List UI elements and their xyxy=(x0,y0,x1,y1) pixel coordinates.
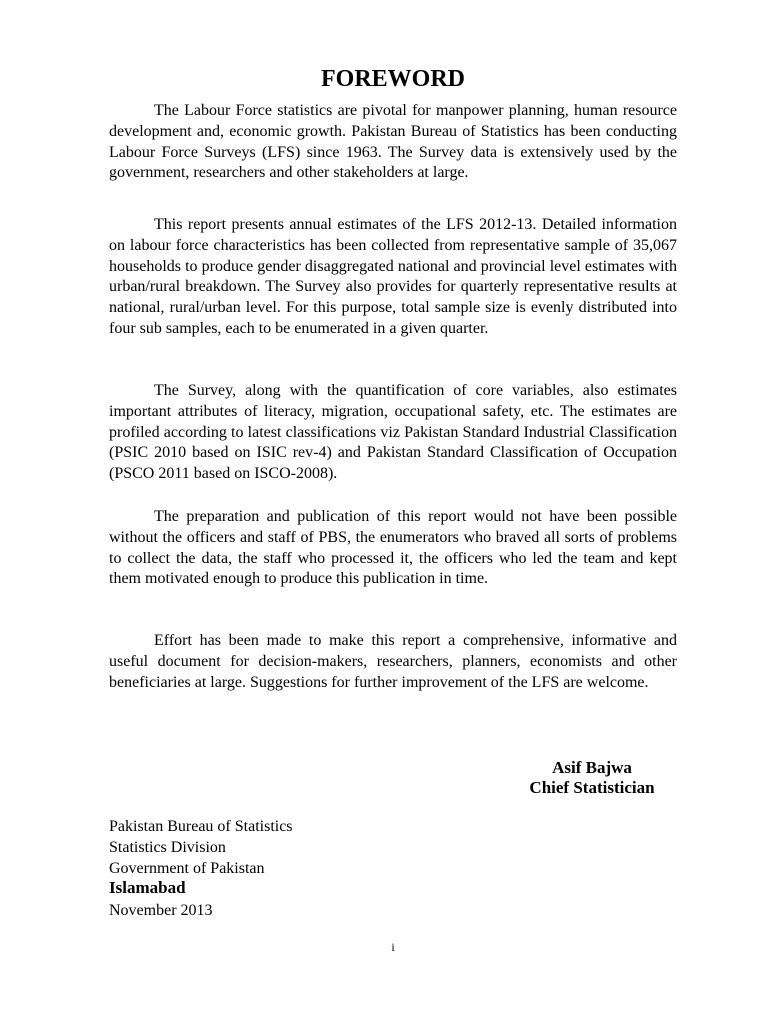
foreword-paragraph-4: The preparation and publication of this report would not have been possible without the officers and staff of PBS, the enumerators who braved all sorts of problems to collect the data, the staff who processed it, the officers who led the team and kept them motivated enough to produce this publication in time. xyxy=(109,508,677,588)
address-division: Statistics Division xyxy=(109,839,226,856)
address-date: November 2013 xyxy=(109,902,213,919)
foreword-paragraph-1: The Labour Force statistics are pivotal for manpower planning, human resource development and, economic growth. Pakistan Bureau of Statistics has been conducting Labour Force Surveys (LFS) since 1963. The Survey data is extensively used by the government, researchers and other stakeholders at large. xyxy=(109,102,677,182)
address-government: Government of Pakistan xyxy=(109,860,265,877)
address-organization: Pakistan Bureau of Statistics xyxy=(109,818,293,835)
page-number: i xyxy=(391,940,395,954)
foreword-paragraph-3: The Survey, along with the quantification of core variables, also estimates important attributes of literacy, migration, occupational safety, etc. The estimates are profiled according to latest classifications viz Pakistan Standard Industrial Classification (PSIC 2010 based on ISIC rev-4) and Pakistan Standard Classification of Occupation (PSCO 2011 based on ISCO-2008). xyxy=(109,382,677,483)
foreword-paragraph-2: This report presents annual estimates of the LFS 2012-13. Detailed information on labour force characteristics has been collected from representative sample of 35,067 households to produce gender disaggregated national and provincial level estimates with urban/rural breakdown. The Survey also provides for quarterly representative results at national, rural/urban level. For this purpose, total sample size is evenly distributed into four sub samples, each to be enumerated in a given quarter. xyxy=(109,216,677,337)
signatory-name: Asif Bajwa xyxy=(552,758,632,777)
foreword-paragraph-5: Effort has been made to make this report a comprehensive, informative and useful document for decision-makers, researchers, planners, economists and other beneficiaries at large. Suggestions for further improvement of the LFS are welcome. xyxy=(109,632,677,691)
address-city: Islamabad xyxy=(109,878,186,897)
signatory-title: Chief Statistician xyxy=(529,778,655,797)
page-title: FOREWORD xyxy=(321,66,465,92)
